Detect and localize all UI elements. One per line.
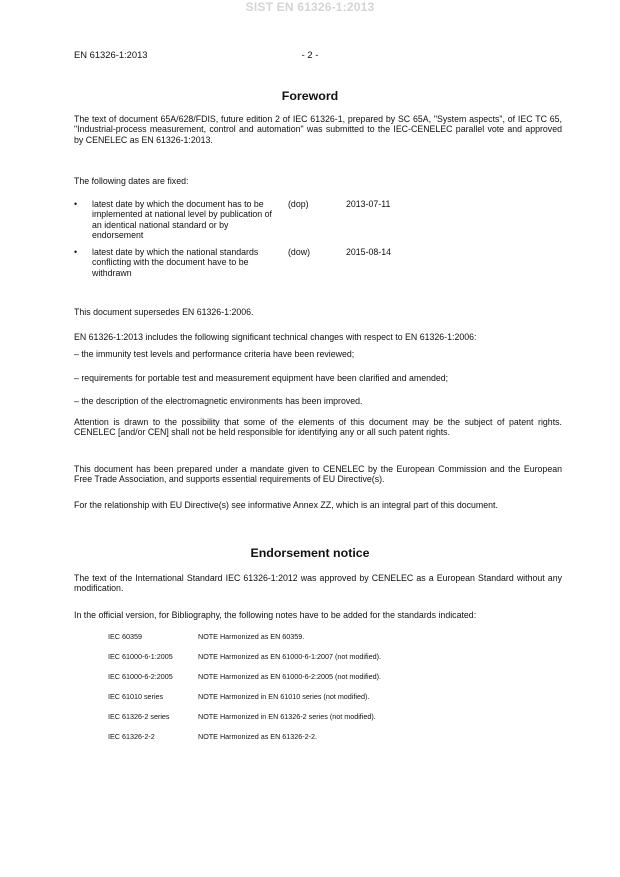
harmonization-note: NOTE Harmonized in EN 61010 series (not modified).: [198, 692, 370, 701]
harmonization-note: NOTE Harmonized as EN 61000-6-2:2005 (not modified).: [198, 672, 381, 681]
change-item: – requirements for portable test and measurement equipment have been clarified and amended;: [74, 373, 449, 383]
harmonization-note: NOTE Harmonized as EN 61326-2-2.: [198, 732, 318, 741]
supersedes-text: This document supersedes EN 61326-1:2006.: [74, 307, 254, 317]
endorsement-text: The text of the International Standard IEC 61326-1:2012 was approved by CENELEC as a European Standard without any modification.: [74, 573, 562, 594]
mandate-text: This document has been prepared under a mandate given to CENELEC by the European Commission and the European Free Trade Association, and supports essential requirements of EU Directive(s).: [74, 464, 562, 485]
header-doc-id: EN 61326-1:2013: [74, 49, 148, 60]
standard-id: IEC 61326-2 series: [108, 712, 170, 721]
date-item-code: (dow): [288, 247, 310, 257]
dates-intro: The following dates are fixed:: [74, 176, 189, 186]
bibliography-intro: In the official version, for Bibliography, the following notes have to be added for the standards indicated:: [74, 610, 477, 620]
bullet: •: [74, 199, 78, 209]
foreword-title: Foreword: [281, 89, 339, 103]
date-item-date: 2013-07-11: [346, 199, 391, 209]
harmonization-note: NOTE Harmonized as EN 61000-6-1:2007 (not modified).: [198, 652, 381, 661]
header-page-number: - 2 -: [301, 49, 319, 60]
harmonization-note: NOTE Harmonized in EN 61326-2 series (not modified).: [198, 712, 376, 721]
date-item-text: latest date by which the national standards conflicting with the document have to be withdrawn: [92, 247, 259, 278]
date-item-date: 2015-08-14: [346, 247, 391, 257]
change-item: – the description of the electromagnetic environments has been improved.: [74, 396, 363, 406]
change-item: – the immunity test levels and performance criteria have been reviewed;: [74, 349, 355, 359]
changes-intro: EN 61326-1:2013 includes the following significant technical changes with respect to EN 61326-1:2006:: [74, 332, 477, 342]
standard-id: IEC 60359: [108, 632, 142, 641]
patent-notice: Attention is drawn to the possibility that some of the elements of this document may be the subject of patent rights. CENELEC [and/or CEN] shall not be held responsible for identifying any or all such patent rights.: [74, 417, 562, 438]
standard-id: IEC 61000-6-2:2005: [108, 672, 173, 681]
watermark: SIST EN 61326-1:2013: [245, 0, 375, 14]
endorsement-title: Endorsement notice: [250, 546, 370, 560]
harmonization-note: NOTE Harmonized as EN 60359.: [198, 632, 305, 641]
standard-id: IEC 61010 series: [108, 692, 164, 701]
date-item-text: latest date by which the document has to be implemented at national level by publication of an identical national standard or by endorsement: [92, 199, 272, 241]
standard-id: IEC 61326-2-2: [108, 732, 155, 741]
bullet: •: [74, 247, 78, 257]
directive-text: For the relationship with EU Directive(s) see informative Annex ZZ, which is an integral part of this document.: [74, 500, 498, 510]
foreword-intro: The text of document 65A/628/FDIS, future edition 2 of IEC 61326-1, prepared by SC 65A, "System aspects", of IEC TC 65, "Industrial-process measurement, control and automation" was submitted to the IEC-CENELEC parallel vote and approved by CENELEC as EN 61326-1:2013.: [74, 114, 562, 145]
date-item-code: (dop): [288, 199, 309, 209]
standard-id: IEC 61000-6-1:2005: [108, 652, 173, 661]
